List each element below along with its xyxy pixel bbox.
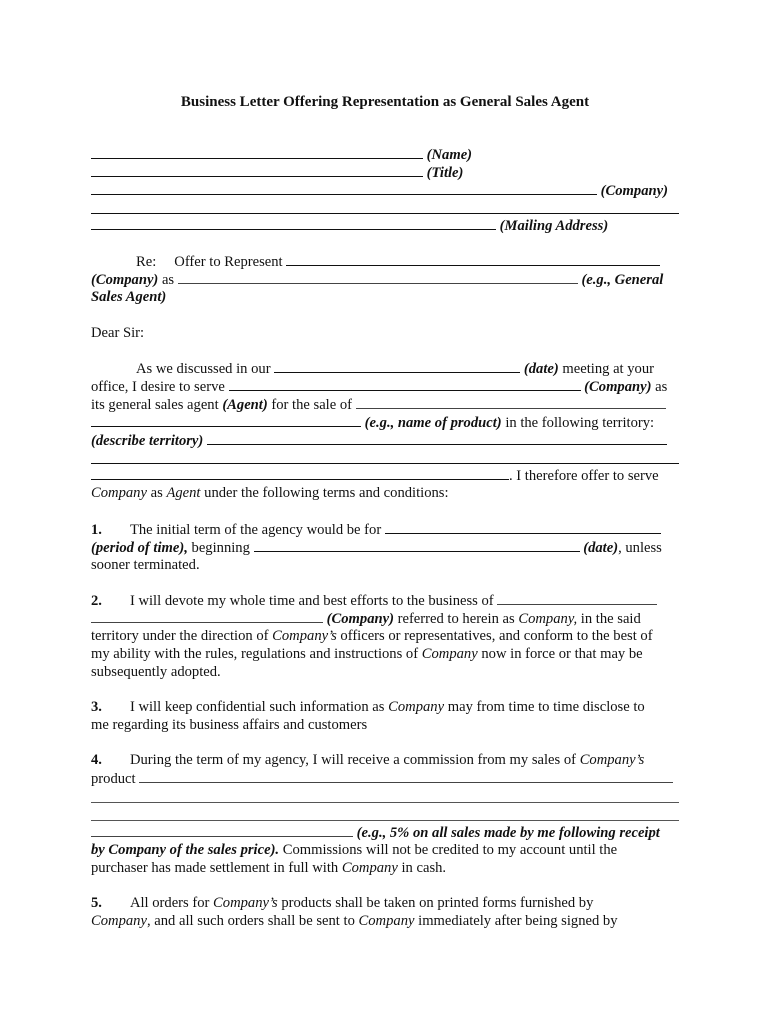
clause-5-number: 5.: [91, 895, 102, 911]
re-company: (Company): [91, 272, 159, 288]
clause-4-line-3: [91, 823, 660, 841]
clause-text: immediately after being signed by: [418, 913, 618, 929]
clause-text: product: [91, 771, 136, 787]
re-company-line: [91, 270, 663, 288]
clause-4-rule-1[interactable]: [91, 802, 679, 803]
clause-text: referred to herein as: [397, 611, 515, 627]
clause-4-line-2: [91, 769, 673, 787]
intro-company-blank[interactable]: [229, 377, 581, 391]
clause-text: Commissions will not be credited to my account until the: [282, 842, 618, 858]
clause-2-line-1: [91, 591, 657, 609]
clause-4-product-blank[interactable]: [139, 769, 673, 783]
intro-territory-blank[interactable]: [207, 431, 667, 445]
clause-5-company-italic-2: Company: [358, 913, 415, 929]
mailing-address-blank[interactable]: [91, 216, 496, 230]
clause-1-line-3: sooner terminated.: [91, 557, 200, 573]
clause-1-date-label: (date): [583, 540, 619, 556]
clause-4-companys-italic: Company’s: [579, 752, 645, 768]
clause-5-company-italic: Company: [91, 913, 147, 929]
intro-text: . I therefore offer to serve: [509, 468, 659, 484]
clause-1-number: 1.: [91, 522, 102, 538]
re-as: as: [161, 272, 175, 288]
clause-4-example-2: by Company of the sales price).: [91, 842, 280, 858]
territory-rule[interactable]: [91, 463, 679, 464]
clause-3-company-italic: Company: [388, 699, 445, 715]
intro-company-label: (Company): [584, 379, 652, 395]
intro-product-blank[interactable]: [91, 413, 361, 427]
mailing-address-label: (Mailing Address): [499, 218, 609, 234]
intro-text: as: [655, 379, 668, 395]
clause-4-rule-2[interactable]: [91, 820, 679, 821]
mailing-address-line: [91, 216, 608, 234]
name-blank[interactable]: [91, 145, 423, 159]
clause-text: officers or representatives, and conform to the best of: [340, 628, 653, 644]
title-blank[interactable]: [91, 163, 423, 177]
clause-4-line-5: [91, 859, 446, 877]
clause-2-line-3: [91, 627, 653, 645]
intro-line-4: [91, 413, 654, 431]
salutation: Dear Sir:: [91, 325, 145, 341]
clause-text: purchaser has made settlement in full with: [91, 860, 339, 876]
clause-4-commission-blank[interactable]: [91, 823, 353, 837]
name-field-line: [91, 145, 472, 163]
clause-5-line-2: [91, 912, 618, 930]
clause-1-term-blank[interactable]: [385, 520, 661, 534]
clause-text: in cash.: [401, 860, 447, 876]
clause-3-line-1: [91, 698, 645, 716]
clause-2-company-blank-2[interactable]: [91, 609, 323, 623]
clause-4-company-italic: Company: [341, 860, 398, 876]
clause-3-number: 3.: [91, 699, 102, 715]
intro-text: As we discussed in our: [136, 361, 271, 377]
clause-2-company-italic-2: Company: [421, 646, 478, 662]
clause-2-company-blank[interactable]: [497, 591, 657, 605]
intro-agent-italic: Agent: [166, 485, 201, 501]
clause-text: my ability with the rules, regulations and instructions of: [91, 646, 419, 662]
intro-line-3: [91, 395, 666, 413]
intro-text: under the following terms and conditions:: [204, 485, 449, 501]
clause-text: I will keep confidential such information as: [129, 699, 385, 715]
clause-text: beginning: [191, 540, 250, 556]
address-rule[interactable]: [91, 213, 679, 214]
re-example-line-2: [91, 288, 166, 306]
clause-2-company-italic: Company,: [518, 611, 578, 627]
re-as-blank[interactable]: [178, 270, 578, 284]
intro-line-6: [91, 466, 659, 484]
document-title: Business Letter Offering Representation as General Sales Agent: [180, 94, 590, 110]
clause-text: , and all such orders shall be sent to: [146, 913, 355, 929]
clause-text: During the term of my agency, I will receive a commission from my sales of: [129, 752, 577, 768]
company-field-line: [91, 181, 668, 199]
re-offer-blank[interactable]: [286, 252, 660, 266]
clause-2-line-2: [91, 609, 641, 627]
title-field-line: [91, 163, 463, 181]
clause-1-date-blank[interactable]: [254, 538, 580, 552]
re-line: [136, 252, 660, 270]
intro-agent-label: (Agent): [222, 397, 268, 413]
intro-line-2: [91, 377, 667, 395]
clause-1-period-label: (period of time),: [91, 540, 188, 556]
clause-text: now in force or that may be: [481, 646, 643, 662]
clause-2-line-4: [91, 645, 643, 663]
clause-2-line-5: subsequently adopted.: [91, 664, 221, 680]
intro-territory-blank-2[interactable]: [91, 466, 509, 480]
re-example-1: (e.g., General: [581, 272, 664, 288]
re-offer: Offer to Represent: [174, 254, 283, 270]
clause-3-line-2: me regarding its business affairs and customers: [91, 717, 368, 733]
intro-territory-label: (describe territory): [91, 433, 204, 449]
clause-1-line-2: [91, 538, 662, 556]
intro-text: meeting at your: [562, 361, 654, 377]
intro-line-5: [91, 431, 667, 449]
intro-date-blank[interactable]: [274, 359, 520, 373]
intro-line-7: [91, 484, 449, 502]
intro-product-label: (e.g., name of product): [364, 415, 502, 431]
clause-2-companys-italic: Company’s: [272, 628, 337, 644]
clause-text: products shall be taken on printed forms furnished by: [281, 895, 594, 911]
intro-text: for the sale of: [271, 397, 353, 413]
intro-text: in the following territory:: [505, 415, 655, 431]
clause-4-number: 4.: [91, 752, 102, 768]
clause-text: in the said: [580, 611, 641, 627]
clause-4-example-1: (e.g., 5% on all sales made by me following receipt: [356, 825, 660, 841]
clause-4-line-1: [91, 751, 644, 769]
clause-5-line-1: [91, 894, 593, 912]
re-label: Re:: [136, 254, 157, 270]
clause-text: territory under the direction of: [91, 628, 269, 644]
title-label: (Title): [426, 165, 464, 181]
intro-text: as: [150, 485, 163, 501]
clause-2-number: 2.: [91, 593, 102, 609]
intro-text: office, I desire to serve: [91, 379, 225, 395]
clause-4-line-4: [91, 841, 617, 859]
clause-text: All orders for: [129, 895, 210, 911]
intro-sale-blank[interactable]: [356, 395, 666, 409]
clause-text: may from time to time disclose to: [447, 699, 645, 715]
intro-company-italic: Company: [91, 485, 147, 501]
clause-text: , unless: [618, 540, 662, 556]
name-label: (Name): [426, 147, 473, 163]
company-blank[interactable]: [91, 181, 597, 195]
re-example-2: Sales Agent): [91, 289, 167, 305]
clause-text: The initial term of the agency would be for: [129, 522, 382, 538]
intro-text: its general sales agent: [91, 397, 219, 413]
clause-2-company-label: (Company): [326, 611, 394, 627]
company-label: (Company): [600, 183, 668, 199]
clause-1-line-1: [91, 520, 661, 538]
intro-date-label: (date): [523, 361, 559, 377]
clause-5-companys-italic: Company’s: [213, 895, 278, 911]
intro-line-1: [136, 359, 654, 377]
clause-text: I will devote my whole time and best efforts to the business of: [129, 593, 494, 609]
